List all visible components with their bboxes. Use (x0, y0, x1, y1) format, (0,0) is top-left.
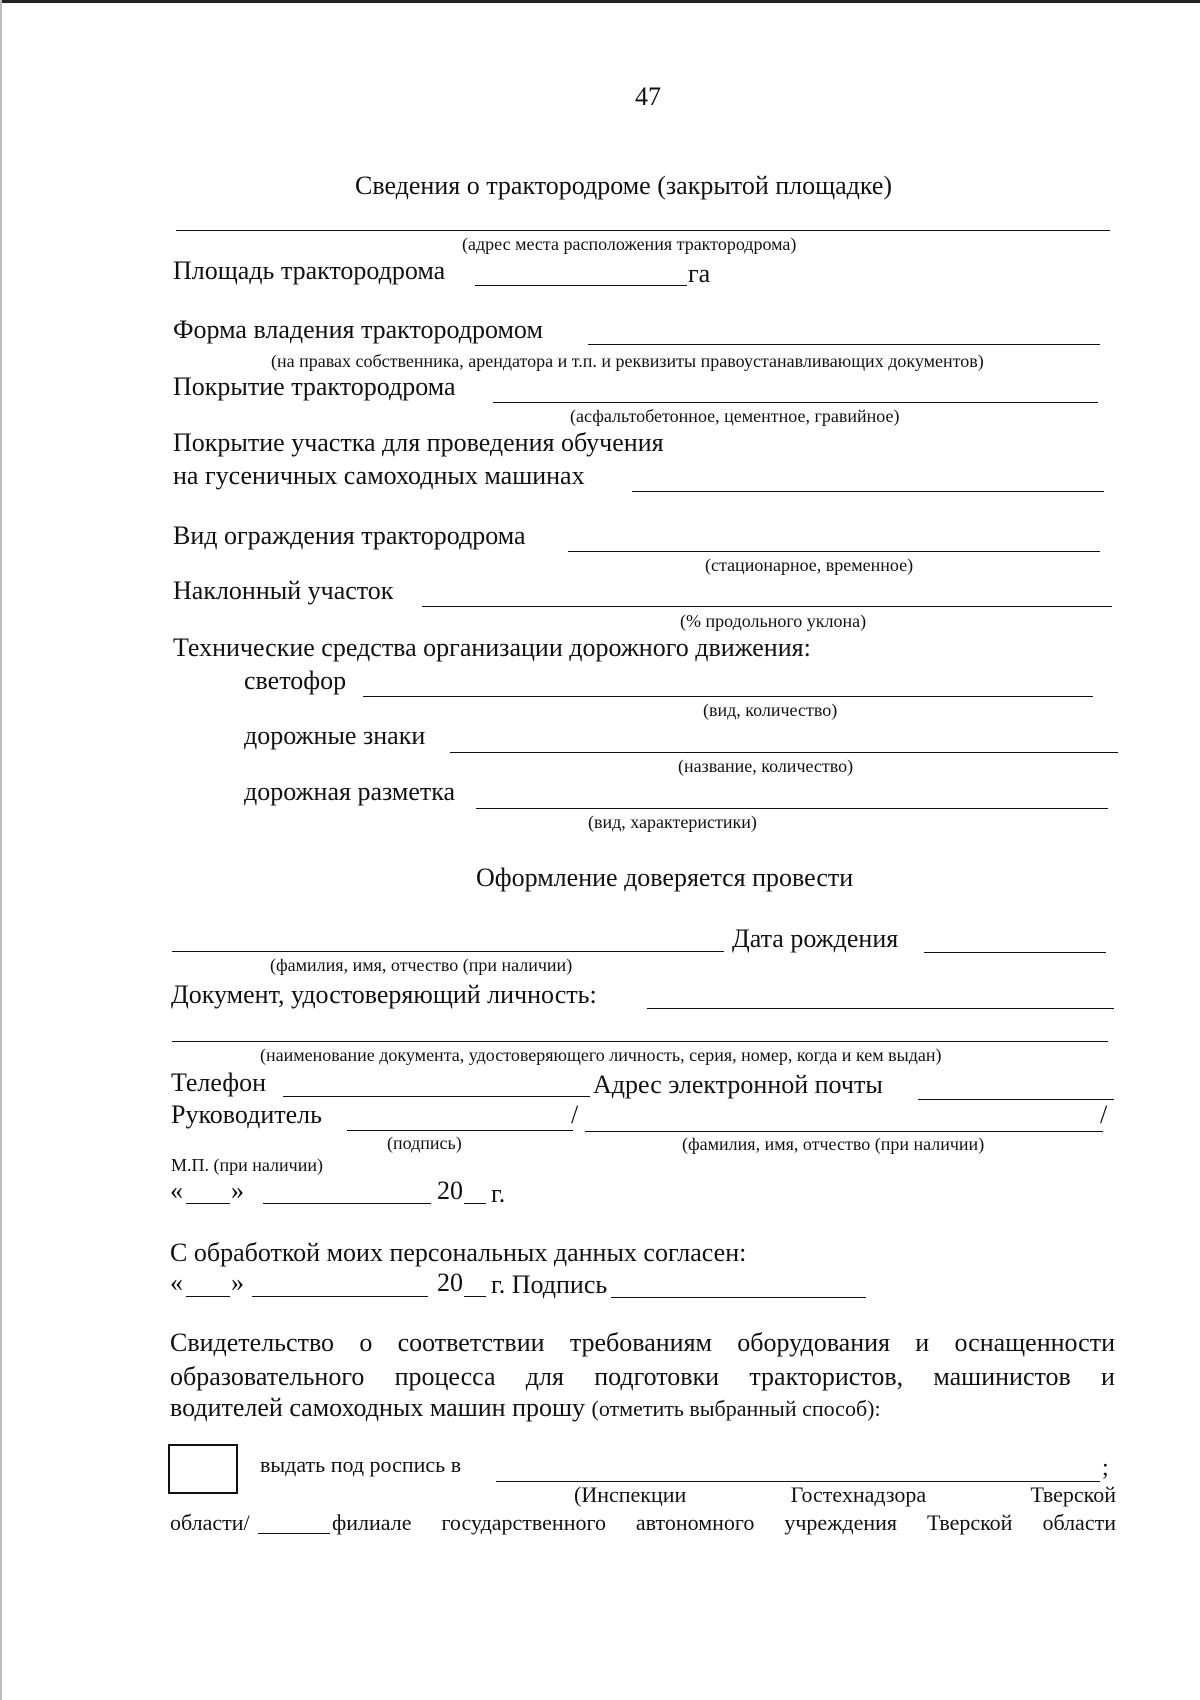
tracked-coverage-label-1: Покрытие участка для проведения обучения (173, 428, 664, 457)
issue-option-checkbox[interactable] (168, 1444, 238, 1494)
ownership-caption: (на правах собственника, арендатора и т.п. и реквизиты правоустанавливающих документов) (271, 351, 984, 371)
issue-caption-word: Тверской (1030, 1482, 1116, 1507)
consent-day-field[interactable] (186, 1296, 230, 1297)
head-sign-caption: (подпись) (387, 1133, 462, 1153)
issue-last-line-start: области/ (170, 1510, 250, 1535)
issue-last-word: государственного (441, 1510, 606, 1535)
fio-field[interactable] (172, 951, 724, 952)
phone-label: Телефон (171, 1068, 267, 1097)
consent-signature-suffix: г. Подпись (491, 1270, 608, 1299)
tracked-coverage-field[interactable] (632, 491, 1104, 492)
area-field[interactable] (475, 285, 687, 286)
cert-word: процесса (394, 1362, 496, 1391)
page-number: 47 (635, 82, 661, 111)
certificate-line-2 (170, 1364, 1115, 1390)
email-label: Адрес электронной почты (593, 1070, 883, 1099)
cert-word: соответствии (397, 1328, 545, 1357)
address-field[interactable] (176, 230, 1110, 231)
issue-last-word: автономного (635, 1510, 755, 1535)
road-marking-field[interactable] (476, 808, 1108, 809)
area-unit: га (688, 259, 711, 288)
cert-word: о (359, 1328, 373, 1357)
issue-option-label: выдать под роспись в (260, 1452, 462, 1477)
cert-word: для (525, 1362, 564, 1391)
coverage-label: Покрытие трактородрома (173, 372, 456, 401)
consent-signature-field[interactable] (611, 1297, 866, 1298)
fio-caption: (фамилия, имя, отчество (при наличии) (270, 955, 573, 975)
tracked-coverage-label-2: на гусеничных самоходных машинах (173, 461, 585, 490)
consent-month-field[interactable] (252, 1296, 428, 1297)
consent-year-prefix: 20 (437, 1268, 463, 1297)
certificate-line-1 (170, 1330, 1115, 1356)
certificate-line-3 (170, 1395, 881, 1421)
issue-caption-word: (Инспекции (574, 1482, 687, 1507)
slope-caption: (% продольного уклона) (680, 611, 867, 631)
slope-label: Наклонный участок (173, 576, 394, 605)
road-signs-caption: (название, количество) (678, 756, 854, 776)
issue-last-word: области (1042, 1510, 1116, 1535)
cert-word: подготовки (594, 1362, 720, 1391)
id-doc-label: Документ, удостоверяющий личность: (171, 980, 597, 1009)
date-year-suffix: г. (491, 1179, 506, 1208)
id-doc-field[interactable] (647, 1008, 1114, 1009)
cert-word: оснащенности (954, 1328, 1115, 1357)
cert-line3-main: водителей самоходных машин прошу (170, 1393, 585, 1422)
issue-option-caption (574, 1484, 1116, 1506)
date-close-quote: » (231, 1176, 244, 1205)
fence-caption: (стационарное, временное) (705, 555, 914, 575)
head-label: Руководитель (171, 1100, 322, 1129)
birth-date-label: Дата рождения (732, 924, 899, 953)
cert-word: оборудования (737, 1328, 891, 1357)
consent-close-quote: » (231, 1268, 244, 1297)
cert-word: и (915, 1328, 930, 1357)
id-doc-caption: (наименование документа, удостоверяющего личность, серия, номер, когда и кем выдан) (260, 1045, 942, 1065)
coverage-field[interactable] (493, 402, 1098, 403)
traffic-light-field[interactable] (363, 696, 1093, 697)
traffic-light-caption: (вид, количество) (703, 700, 838, 720)
page-title: Сведения о трактородроме (закрытой площадке) (355, 171, 893, 200)
scan-edge-left (0, 0, 2, 1700)
issue-last-line (332, 1512, 1116, 1534)
issue-region-field[interactable] (258, 1533, 330, 1534)
cert-word: образовательного (170, 1362, 365, 1391)
email-field[interactable] (918, 1099, 1114, 1100)
consent-open-quote: « (170, 1268, 183, 1297)
head-slash-right: / (1100, 1100, 1108, 1129)
issue-caption-word: Гостехнадзора (790, 1482, 927, 1507)
consent-label: С обработкой моих персональных данных согласен: (170, 1238, 747, 1267)
fence-field[interactable] (568, 551, 1100, 552)
date-year-prefix: 20 (437, 1176, 463, 1205)
issue-option-semicolon: ; (1102, 1455, 1109, 1481)
trust-heading: Оформление доверяется провести (476, 863, 854, 892)
phone-field[interactable] (283, 1096, 590, 1097)
ownership-label: Форма владения трактородромом (173, 315, 543, 344)
id-doc-field-2[interactable] (172, 1041, 1108, 1042)
head-sign-field[interactable] (347, 1130, 573, 1131)
road-marking-caption: (вид, характеристики) (588, 812, 757, 832)
road-signs-label: дорожные знаки (244, 721, 426, 750)
road-signs-field[interactable] (450, 752, 1118, 753)
date-open-quote: « (170, 1176, 183, 1205)
cert-word: и (1101, 1362, 1115, 1391)
consent-year-field[interactable] (464, 1296, 486, 1297)
road-marking-label: дорожная разметка (244, 777, 456, 806)
coverage-caption: (асфальтобетонное, цементное, гравийное) (570, 406, 900, 426)
birth-date-field[interactable] (924, 952, 1106, 953)
cert-line3-note: (отметить выбранный способ): (591, 1396, 881, 1421)
cert-word: машинистов (933, 1362, 1071, 1391)
cert-word: трактористов, (749, 1362, 904, 1391)
stamp-label: М.П. (при наличии) (171, 1155, 323, 1175)
date-year-field[interactable] (464, 1203, 486, 1204)
issue-last-word: филиале (332, 1510, 412, 1535)
scan-edge-top (0, 0, 1200, 3)
area-label: Площадь трактородрома (173, 256, 446, 285)
head-fio-caption: (фамилия, имя, отчество (при наличии) (682, 1134, 985, 1154)
slope-field[interactable] (422, 606, 1112, 607)
head-fio-field[interactable] (585, 1131, 1103, 1132)
traffic-light-label: светофор (244, 666, 347, 695)
address-caption: (адрес места расположения трактородрома) (462, 234, 797, 254)
tech-means-heading: Технические средства организации дорожного движения: (173, 633, 811, 662)
issue-last-word: Тверской (926, 1510, 1013, 1535)
cert-word: Свидетельство (170, 1328, 335, 1357)
head-slash-left: / (571, 1100, 579, 1129)
date-day-field[interactable] (186, 1203, 230, 1204)
cert-word: требованиям (569, 1328, 712, 1357)
fence-label: Вид ограждения трактородрома (173, 521, 526, 550)
date-month-field[interactable] (263, 1203, 431, 1204)
ownership-field[interactable] (588, 344, 1100, 345)
issue-last-word: учреждения (784, 1510, 898, 1535)
